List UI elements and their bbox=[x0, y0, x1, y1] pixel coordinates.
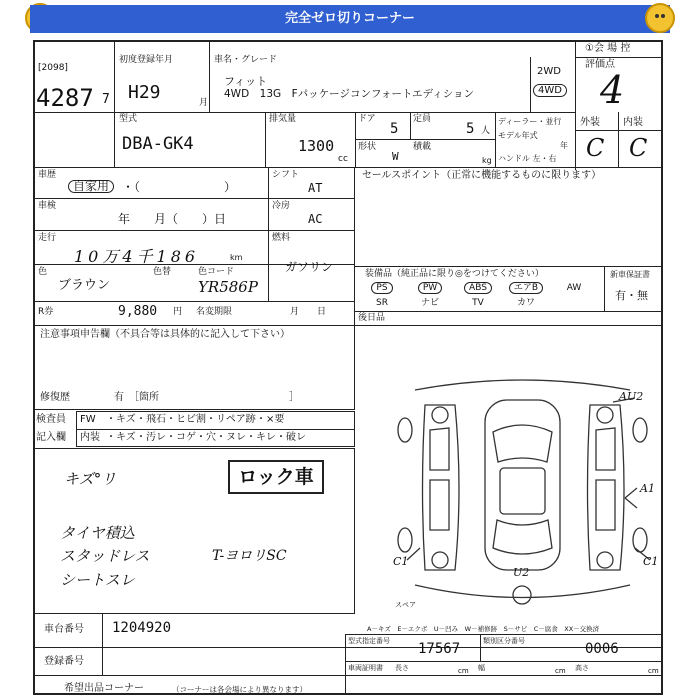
model-value: DBA-GK4 bbox=[122, 134, 194, 154]
score-value: 4 bbox=[600, 68, 625, 112]
equipment-item-top bbox=[408, 281, 452, 296]
cc-unit: cc bbox=[338, 154, 348, 164]
equipment-item-bottom: ナビ bbox=[420, 298, 439, 308]
notes-row2-item: ・コゲ bbox=[166, 432, 196, 443]
equipment-item-label: エアB bbox=[509, 282, 543, 294]
recycle-value: 9,880 bbox=[118, 304, 158, 319]
interior-label: 内装 bbox=[623, 117, 643, 128]
rear-seat-label: 後日品 bbox=[358, 313, 386, 323]
divider bbox=[495, 112, 496, 167]
spare-label: スペア bbox=[395, 601, 416, 609]
divider bbox=[265, 112, 266, 167]
inspection-value: 年 月（ ）日 bbox=[118, 212, 227, 226]
notes-row2-item: ・穴 bbox=[196, 432, 216, 443]
chassis-label: 車台番号 bbox=[44, 624, 84, 635]
car-outline-icon bbox=[385, 370, 665, 620]
exterior-label: 外装 bbox=[580, 117, 600, 128]
color-code-label: 色コード bbox=[198, 267, 235, 277]
reg-label: 登録番号 bbox=[44, 656, 84, 667]
equipment-item-top bbox=[504, 281, 548, 296]
repair-label: 修復歴 bbox=[40, 392, 70, 403]
cm3: cm bbox=[648, 667, 659, 675]
equipment-item-label: PS bbox=[371, 282, 392, 294]
inspector-label: 検査員 bbox=[36, 414, 66, 425]
cm1: cm bbox=[458, 667, 469, 675]
model-year-label: モデル年式 bbox=[498, 131, 538, 140]
mascot-right-icon bbox=[645, 3, 675, 33]
score-label: 評価点 bbox=[585, 59, 615, 70]
repair-value: 有 ［箇所 ］ bbox=[114, 392, 299, 403]
color-value: ブラウン bbox=[58, 278, 111, 293]
exterior-value: C bbox=[586, 134, 605, 162]
chassis-value: 1204920 bbox=[112, 620, 172, 636]
lot-suffix: 7 bbox=[102, 92, 110, 107]
length-label: 長さ bbox=[395, 664, 409, 672]
displacement-label: 排気量 bbox=[269, 114, 297, 124]
inspection-label: 車検 bbox=[38, 201, 57, 211]
hand-line1: キズ°リ bbox=[64, 470, 117, 488]
page-title: 完全ゼロ切りコーナー bbox=[30, 5, 670, 33]
fuel-label: 燃料 bbox=[272, 233, 291, 243]
car-name: フィット bbox=[224, 75, 268, 88]
divider bbox=[575, 40, 576, 170]
diagram-legend: A－キズ E－エクボ U－凹み W－補修跡 S－サビ C－腐食 XX－交換済 bbox=[367, 625, 600, 633]
notes-row1-item: FW bbox=[80, 414, 96, 425]
notes-row2-item: ・キレ bbox=[246, 432, 276, 443]
divider bbox=[35, 198, 355, 199]
km-unit: km bbox=[230, 253, 243, 262]
usage-value: 自家用 bbox=[68, 180, 114, 193]
shape-value: W bbox=[392, 150, 399, 163]
notes-row1-item: ・キズ bbox=[106, 414, 136, 425]
equipment-item-label: ABS bbox=[464, 282, 492, 294]
ac-label: 冷房 bbox=[272, 201, 291, 211]
type-designation-label: 型式指定番号 bbox=[348, 637, 390, 645]
new-car-label: 新車保証書 bbox=[610, 270, 650, 279]
notes-row1-item: ・×要 bbox=[256, 414, 285, 425]
color-change-label: 色替 bbox=[153, 267, 172, 277]
category-value: 0006 bbox=[585, 641, 619, 657]
divider bbox=[35, 409, 355, 410]
cm2: cm bbox=[555, 667, 566, 675]
divider bbox=[35, 675, 663, 676]
notes-row2-item: ・キズ bbox=[106, 432, 136, 443]
interior-value: C bbox=[629, 134, 648, 162]
month-unit: 月 bbox=[199, 98, 209, 108]
capacity-value: 5 bbox=[466, 121, 475, 137]
corner-label: 希望出品コーナー bbox=[64, 683, 144, 694]
fill-label: 記入欄 bbox=[36, 432, 66, 443]
mileage-value: 10万4千186 bbox=[74, 247, 200, 266]
venue-label: ①会 場 控 bbox=[585, 43, 631, 54]
name-change-label: 名変期限 bbox=[196, 307, 233, 317]
equipment-item-top bbox=[360, 281, 404, 296]
drive-4wd: 4WD bbox=[533, 84, 567, 97]
displacement-value: 1300 bbox=[298, 137, 335, 155]
cert-label: 車両証明書 bbox=[348, 664, 383, 672]
car-name-label: 車名・グレード bbox=[214, 55, 278, 65]
diagram-label-a1: A1 bbox=[640, 482, 655, 495]
corner-note: （コーナーは各会場により異なります） bbox=[172, 685, 307, 694]
divider bbox=[530, 57, 531, 112]
divider bbox=[355, 139, 495, 140]
width-label: 幅 bbox=[478, 664, 485, 672]
height-label: 高さ bbox=[575, 664, 589, 672]
divider bbox=[76, 429, 355, 430]
notes-title: 注意事項申告欄（不具合等は具体的に記入して下さい） bbox=[40, 329, 290, 340]
equipment-label: 装備品（純正品に限り◎をつけてください） bbox=[365, 269, 544, 279]
divider bbox=[618, 112, 619, 167]
equipment-item-top bbox=[456, 281, 500, 296]
equipment-item-bottom: TV bbox=[472, 298, 484, 308]
diagram-label-c1-right: C1 bbox=[643, 555, 659, 568]
divider bbox=[35, 112, 575, 113]
equipment-item-bottom: SR bbox=[376, 298, 388, 308]
dealer-label: ディーラー・並行 bbox=[498, 117, 562, 126]
diagram-label-au2: AU2 bbox=[619, 390, 644, 403]
hand-line3: スタッドレス bbox=[60, 547, 150, 565]
divider bbox=[345, 634, 346, 675]
notes-row2-item: ・汚レ bbox=[136, 432, 166, 443]
divider bbox=[480, 634, 481, 661]
mileage-label: 走行 bbox=[38, 233, 57, 243]
person-unit: 人 bbox=[481, 126, 491, 136]
diagram-label-u2: U2 bbox=[513, 566, 530, 579]
shift-value: AT bbox=[308, 181, 323, 195]
first-reg-value: H29 bbox=[128, 82, 161, 103]
year-unit: 年 bbox=[560, 141, 568, 150]
handle-label: ハンドル 左・右 bbox=[498, 154, 557, 163]
auction-tag: [2098] bbox=[38, 63, 68, 73]
divider bbox=[355, 266, 663, 267]
shift-label: シフト bbox=[272, 170, 300, 180]
name-change-value: 月 日 bbox=[290, 307, 327, 317]
sales-point-label: セールスポイント（正常に機能するものに限ります） bbox=[362, 170, 602, 181]
divider bbox=[575, 57, 663, 58]
usage-label: 車歴 bbox=[38, 170, 57, 180]
divider bbox=[575, 130, 663, 131]
damage-diagram bbox=[385, 370, 665, 620]
divider bbox=[35, 301, 355, 302]
divider bbox=[604, 266, 605, 311]
capacity-label: 定員 bbox=[413, 114, 432, 124]
drive-2wd: 2WD bbox=[537, 66, 561, 77]
notes-row1-item: ・ヒビ割 bbox=[166, 414, 206, 425]
divider bbox=[345, 675, 346, 695]
hand-line2: タイヤ積込 bbox=[60, 524, 135, 542]
divider bbox=[345, 634, 663, 635]
equipment-item-bottom: カワ bbox=[516, 298, 535, 308]
divider bbox=[355, 311, 663, 312]
ac-value: AC bbox=[308, 212, 323, 226]
color-code-value: YR586P bbox=[198, 278, 258, 296]
hand-note-right: T-ヨロリSC bbox=[212, 548, 287, 564]
diagram-label-c1-left: C1 bbox=[393, 555, 409, 568]
load-label: 積載 bbox=[413, 142, 432, 152]
category-label: 類別区分番号 bbox=[483, 637, 525, 645]
divider bbox=[268, 167, 269, 301]
divider bbox=[35, 647, 663, 648]
door-label: ドア bbox=[358, 114, 376, 124]
divider bbox=[410, 112, 411, 139]
divider bbox=[345, 661, 663, 662]
equipment-item-label: PW bbox=[418, 282, 442, 294]
notes-row1-item: ・リペア跡 bbox=[206, 414, 256, 425]
type-designation-value: 17567 bbox=[418, 641, 461, 657]
notes-row2-item: ・破レ bbox=[276, 432, 306, 443]
hand-line4: シートスレ bbox=[60, 571, 135, 589]
color-label: 色 bbox=[38, 267, 48, 277]
usage-rest: ・（ ） bbox=[122, 180, 237, 194]
equipment-item-top bbox=[552, 281, 596, 296]
kg-unit: kg bbox=[482, 156, 492, 165]
notes-row2-item: 内装 bbox=[80, 432, 100, 443]
recycle-label: R券 bbox=[38, 307, 54, 317]
yen-unit: 円 bbox=[173, 307, 183, 317]
new-car-value: 有・無 bbox=[615, 289, 648, 302]
lock-stamp bbox=[228, 460, 324, 494]
notes-row2-item: ・ヌレ bbox=[216, 432, 246, 443]
lock-stamp-text: ロック車 bbox=[238, 466, 314, 488]
grade: 4WD 13G Fパッケージコンフォートエディション bbox=[224, 88, 474, 100]
door-value: 5 bbox=[390, 121, 399, 137]
first-reg-label: 初度登録年月 bbox=[119, 55, 174, 65]
divider bbox=[35, 230, 355, 231]
notes-row1-item: ・飛石 bbox=[136, 414, 166, 425]
model-label: 型式 bbox=[119, 114, 138, 124]
equipment-item-label: AW bbox=[566, 283, 582, 293]
lot-number: 4287 bbox=[36, 84, 94, 112]
fuel-value: ガソリン bbox=[285, 260, 334, 274]
shape-label: 形状 bbox=[358, 142, 377, 152]
